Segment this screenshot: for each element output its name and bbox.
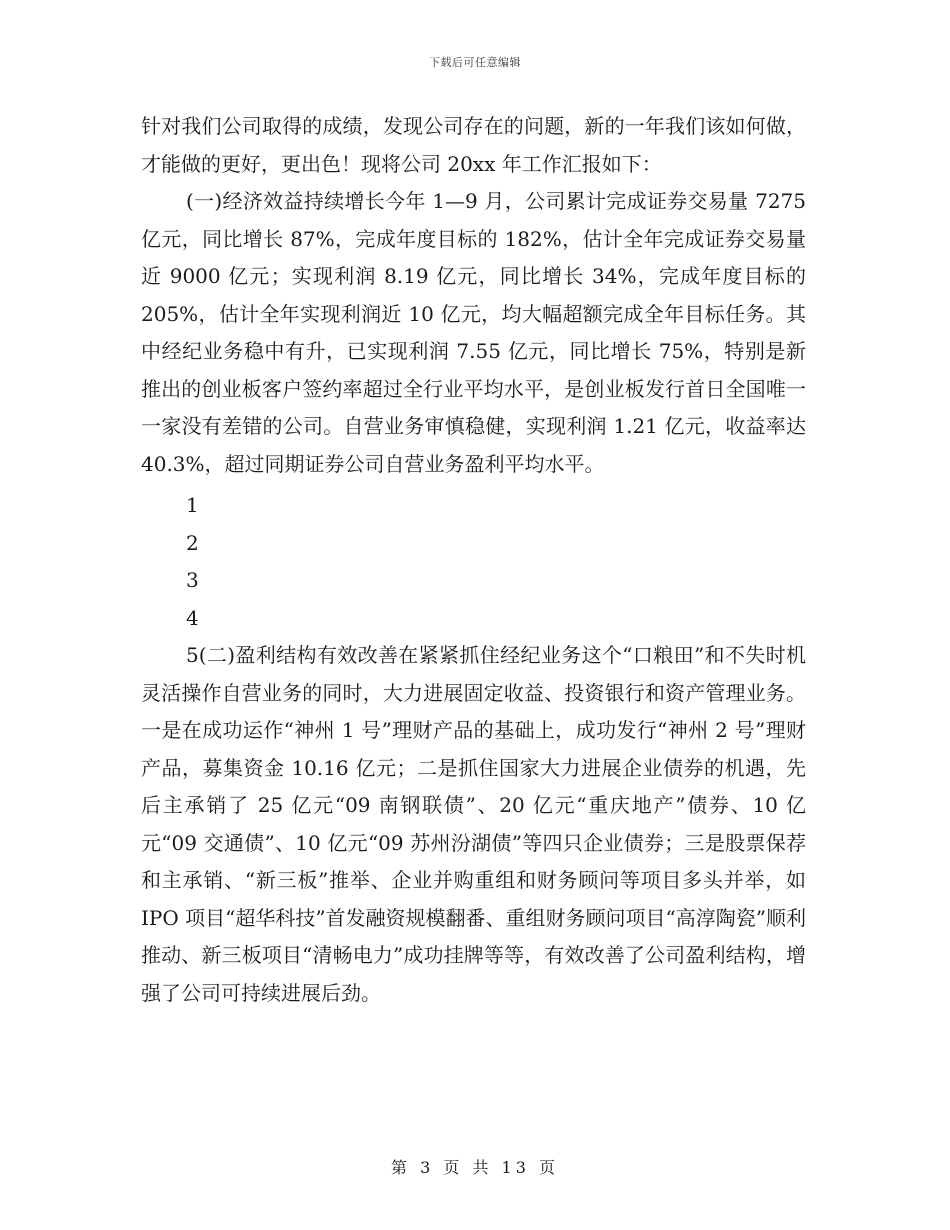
- section-2-paragraph: 5(二)盈利结构有效改善在紧紧抓住经纪业务这个“口粮田”和不失时机灵活操作自营业务的同时，大力进展固定收益、投资银行和资产管理业务。一是在成功运作“神州 1 号”理财产品的基础上，成功发行“神州 2 号”理财产品，募集资金 10.16 亿元；二是抓住国家大力进展企业债券的机遇，先后主承销了 25 亿元“09 南钢联债”、20 亿元“重庆地产”债券、10 亿元“09 交通债”、10 亿元“09 苏州汾湖债”等四只企业债券；三是股票保荐和主承销、“新三板”推举、企业并购重组和财务顾问等项目多头并举，如 IPO 项目“超华科技”首发融资规模翻番、重组财务顾问项目“高淳陶瓷”顺利推动、新三板项目“清畅电力”成功挂牌等等，有效改善了公司盈利结构，增强了公司可持续进展后劲。: [141, 643, 807, 1005]
- number-list: [141, 487, 806, 637]
- page-footer: 第 3 页 共 13 页: [391, 1158, 559, 1177]
- document-body: [141, 108, 806, 1012]
- list-item: 1: [186, 493, 199, 517]
- list-item: 4: [186, 605, 199, 630]
- intro-paragraph: 针对我们公司取得的成绩，发现公司存在的问题，新的一年我们该如何做，才能做的更好，更出色！现将公司 20xx 年工作汇报如下：: [141, 114, 806, 176]
- list-item: 2: [186, 530, 199, 555]
- page-header: 下载后可任意编辑: [429, 56, 521, 69]
- list-item: 3: [186, 568, 199, 592]
- section-1-paragraph: (一)经济效益持续增长今年 1—9 月，公司累计完成证券交易量 7275 亿元，同比增长 87%，完成年度目标的 182%，估计全年完成证券交易量近 9000 亿元；实现利润 8.19 亿元，同比增长 34%，完成年度目标的 205%，估计全年实现利润近 10 亿元，均大幅超额完成全年目标任务。其中经纪业务稳中有升，已实现利润 7.55 亿元，同比增长 75%，特别是新推出的创业板客户签约率超过全行业平均水平，是创业板发行首日全国唯一一家没有差错的公司。自营业务审慎稳健，实现利润 1.21 亿元，收益率达 40.3%，超过同期证券公司自营业务盈利平均水平。: [141, 189, 806, 476]
